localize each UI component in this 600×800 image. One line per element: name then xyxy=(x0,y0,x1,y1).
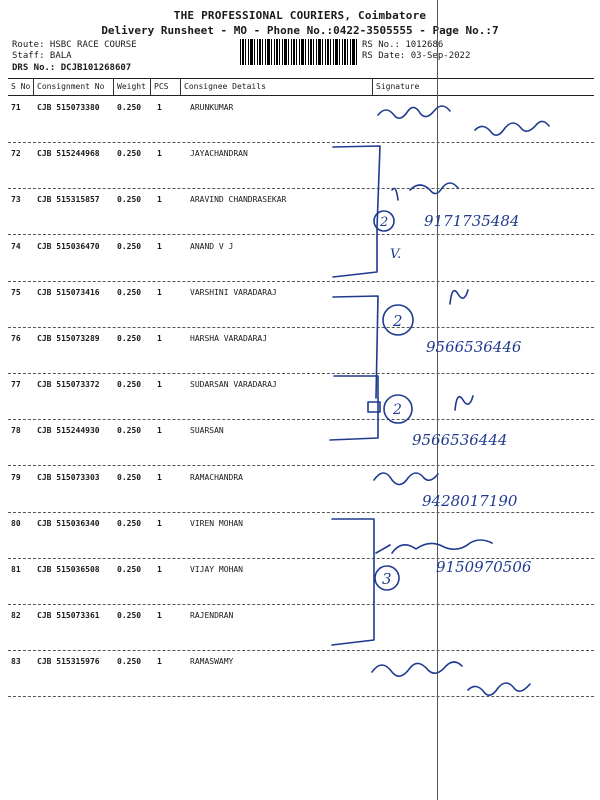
consignee-name-cell: ARUNKUMAR xyxy=(190,103,234,112)
serial-number-cell: 83 xyxy=(11,657,21,667)
serial-number-cell: 73 xyxy=(11,195,21,205)
pieces-cell: 1 xyxy=(157,426,162,436)
consignee-name-cell: HARSHA VARADARAJ xyxy=(190,334,268,343)
serial-number-cell: 82 xyxy=(11,611,21,621)
pieces-cell: 1 xyxy=(157,518,162,528)
consignee-name-cell: JAYACHANDRAN xyxy=(190,149,248,159)
col-header-signature: Signature xyxy=(376,82,420,91)
pieces-cell: 1 xyxy=(157,287,162,297)
pieces-cell: 1 xyxy=(157,334,162,343)
weight-cell: 0.250 xyxy=(117,611,142,621)
weight-cell: 0.250 xyxy=(117,380,142,390)
row-divider xyxy=(8,512,594,513)
consignment-number-cell: CJB 515073372 xyxy=(37,380,100,390)
serial-number-cell: 75 xyxy=(11,287,21,297)
weight-cell: 0.250 xyxy=(117,472,142,482)
drs-number: DRS No.: DCJB101268607 xyxy=(12,63,132,73)
consignment-number-cell: CJB 515036340 xyxy=(37,518,100,528)
table-row xyxy=(0,145,600,191)
table-row xyxy=(0,191,600,237)
weight-cell: 0.250 xyxy=(117,565,142,574)
handwritten-count-2: 2 xyxy=(393,312,403,330)
row-divider xyxy=(8,419,594,420)
serial-number-cell: 81 xyxy=(11,565,21,574)
consignee-name-cell: ARAVIND CHANDRASEKAR xyxy=(190,195,287,205)
serial-number-cell: 80 xyxy=(11,518,21,528)
consignment-number-cell: CJB 515073303 xyxy=(37,472,100,482)
table-row xyxy=(0,376,600,422)
handwritten-phone-3: 9566536444 xyxy=(412,431,508,449)
serial-number-cell: 71 xyxy=(11,103,21,112)
handwritten-phone-5: 9150970506 xyxy=(436,558,532,576)
consignee-name-cell: ANAND V J xyxy=(190,241,234,251)
table-top-border xyxy=(8,78,594,79)
consignee-name-cell: VARSHINI VARADARAJ xyxy=(190,287,277,297)
col-header-consignment: Consignment No xyxy=(37,82,105,91)
weight-cell: 0.250 xyxy=(117,149,142,159)
pieces-cell: 1 xyxy=(157,657,162,667)
handwritten-phone-1: 9171735484 xyxy=(424,212,520,230)
row-divider xyxy=(8,558,594,559)
table-row xyxy=(0,238,600,284)
company-title: THE PROFESSIONAL COURIERS, Coimbatore xyxy=(173,9,427,22)
serial-number-cell: 76 xyxy=(11,334,21,343)
consignment-number-cell: CJB 515073380 xyxy=(37,103,100,112)
table-row xyxy=(0,284,600,330)
pieces-cell: 1 xyxy=(157,103,162,112)
weight-cell: 0.250 xyxy=(117,657,142,667)
weight-cell: 0.250 xyxy=(117,287,142,297)
weight-cell: 0.250 xyxy=(117,426,142,436)
route-label: Route: HSBC RACE COURSE xyxy=(12,40,137,50)
handwritten-phone-2: 9566536446 xyxy=(426,338,522,356)
table-row xyxy=(0,469,600,515)
serial-number-cell: 77 xyxy=(11,380,21,390)
pieces-cell: 1 xyxy=(157,472,162,482)
row-divider xyxy=(8,234,594,235)
row-divider xyxy=(8,327,594,328)
weight-cell: 0.250 xyxy=(117,241,142,251)
serial-number-cell: 78 xyxy=(11,426,21,436)
pieces-cell: 1 xyxy=(157,149,162,159)
staff-label: Staff: BALA xyxy=(12,51,72,61)
col-header-pcs: PCS xyxy=(154,82,169,91)
runsheet-title: Delivery Runsheet - MO - Phone No.:0422-3505555 - Page No.:7 xyxy=(101,24,499,37)
rs-date: RS Date: 03-Sep-2022 xyxy=(362,51,471,61)
col-divider xyxy=(150,79,151,95)
row-divider xyxy=(8,465,594,466)
consignee-name-cell: SUDARSAN VARADARAJ xyxy=(190,380,277,390)
serial-number-cell: 79 xyxy=(11,472,21,482)
table-row xyxy=(0,515,600,561)
table-row xyxy=(0,607,600,653)
consignment-number-cell: CJB 515315857 xyxy=(37,195,100,205)
handwritten-count-3: 2 xyxy=(393,402,402,418)
table-row xyxy=(0,561,600,607)
weight-cell: 0.250 xyxy=(117,518,142,528)
col-divider xyxy=(33,79,34,95)
row-divider xyxy=(8,281,594,282)
row-divider xyxy=(8,650,594,651)
table-row xyxy=(0,653,600,699)
consignment-number-cell: CJB 515073361 xyxy=(37,611,100,621)
page-fold-line xyxy=(437,0,438,800)
serial-number-cell: 72 xyxy=(11,149,21,159)
col-header-weight: Weight xyxy=(117,82,146,91)
row-divider xyxy=(8,188,594,189)
consignee-name-cell: VIREN MOHAN xyxy=(190,518,243,528)
handwritten-mark-v: V. xyxy=(390,247,402,262)
consignment-number-cell: CJB 515073289 xyxy=(37,334,100,343)
col-header-consignee: Consignee Details xyxy=(184,82,266,91)
consignment-number-cell: CJB 515315976 xyxy=(37,657,100,667)
consignee-name-cell: VIJAY MOHAN xyxy=(190,565,243,574)
table-row xyxy=(0,422,600,468)
row-divider xyxy=(8,696,594,697)
serial-number-cell: 74 xyxy=(11,241,21,251)
handwritten-count-4: 3 xyxy=(382,570,392,588)
col-header-sno: S No xyxy=(11,82,31,91)
pieces-cell: 1 xyxy=(157,241,162,251)
weight-cell: 0.250 xyxy=(117,334,142,343)
row-divider xyxy=(8,142,594,143)
barcode-image xyxy=(240,39,358,65)
consignment-number-cell: CJB 515244930 xyxy=(37,426,100,436)
pieces-cell: 1 xyxy=(157,565,162,574)
table-header-border xyxy=(8,95,594,96)
col-divider xyxy=(372,79,373,95)
weight-cell: 0.250 xyxy=(117,103,142,112)
consignee-name-cell: RAMACHANDRA xyxy=(190,472,243,482)
pieces-cell: 1 xyxy=(157,195,162,205)
rs-number: RS No.: 1012686 xyxy=(362,40,444,50)
row-divider xyxy=(8,373,594,374)
weight-cell: 0.250 xyxy=(117,195,142,205)
row-divider xyxy=(8,604,594,605)
col-divider xyxy=(113,79,114,95)
consignment-number-cell: CJB 515073416 xyxy=(37,287,100,297)
table-row xyxy=(0,99,600,145)
table-row xyxy=(0,330,600,376)
consignment-number-cell: CJB 515036508 xyxy=(37,565,100,574)
consignee-name-cell: SUARSAN xyxy=(190,426,224,436)
col-divider xyxy=(180,79,181,95)
pieces-cell: 1 xyxy=(157,380,162,390)
consignment-number-cell: CJB 515036470 xyxy=(37,241,100,251)
handwritten-phone-4: 9428017190 xyxy=(422,492,518,510)
consignee-name-cell: RAMASWAMY xyxy=(190,657,234,667)
pieces-cell: 1 xyxy=(157,611,162,621)
consignment-number-cell: CJB 515244968 xyxy=(37,149,100,159)
handwritten-count-1: 2 xyxy=(380,215,389,230)
consignee-name-cell: RAJENDRAN xyxy=(190,611,234,621)
